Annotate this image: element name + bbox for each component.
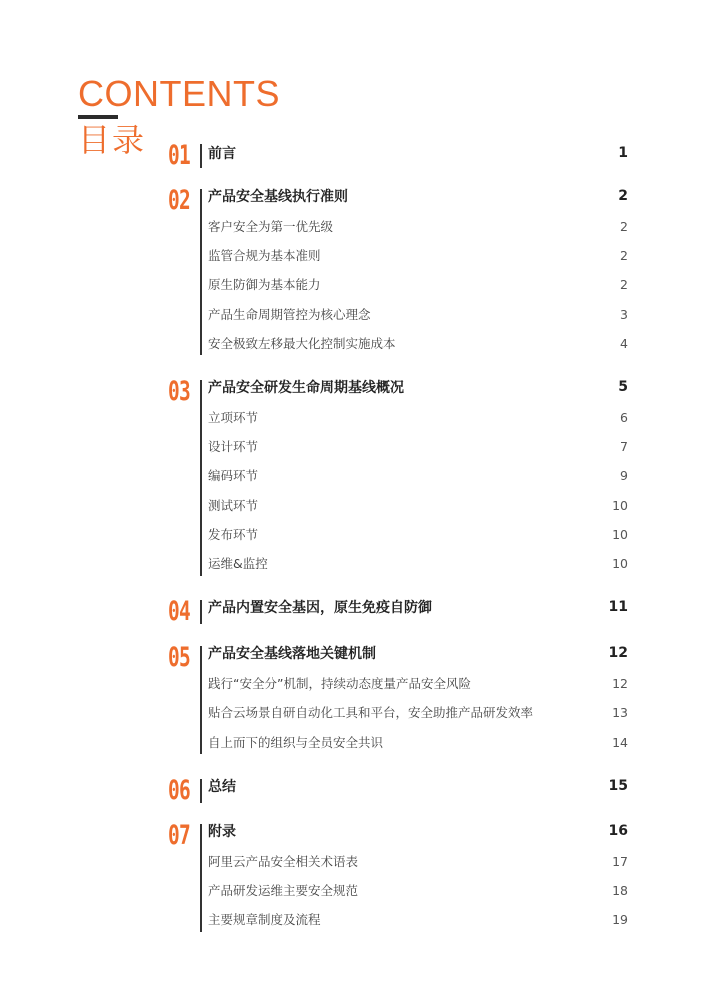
toc-entry[interactable] — [208, 596, 628, 618]
entry-page: 5 — [618, 379, 628, 395]
toc-subentry[interactable] — [208, 701, 628, 723]
subentry-title: 产品研发运维主要安全规范 — [208, 883, 359, 898]
toc-subentry[interactable] — [208, 850, 628, 872]
subentry-title: 运维&监控 — [208, 556, 268, 571]
section-divider — [200, 380, 202, 576]
toc-entry[interactable] — [208, 142, 628, 164]
subentry-title: 测试环节 — [208, 498, 259, 513]
toc-entry[interactable] — [208, 820, 628, 842]
toc-entry[interactable] — [208, 775, 628, 797]
subentry-page: 17 — [612, 853, 628, 869]
subentry-page: 2 — [620, 218, 628, 234]
toc-subentry[interactable] — [208, 731, 628, 753]
subentry-page: 6 — [620, 409, 628, 425]
toc-subentry[interactable] — [208, 908, 628, 930]
section-divider — [200, 779, 202, 803]
subentry-page: 13 — [612, 704, 628, 720]
entry-page: 11 — [608, 599, 628, 615]
subentry-title: 监管合规为基本准则 — [208, 248, 321, 263]
toc-subentry[interactable] — [208, 494, 628, 516]
section-number: 06 — [168, 775, 190, 806]
contents-title-cn: 目录 — [78, 121, 147, 159]
subentry-title: 发布环节 — [208, 527, 259, 542]
toc-subentry[interactable] — [208, 435, 628, 457]
entry-page: 12 — [608, 645, 628, 661]
subentry-title: 编码环节 — [208, 468, 259, 483]
subentry-page: 19 — [612, 911, 628, 927]
entry-title: 附录 — [208, 824, 236, 840]
entry-title: 总结 — [208, 779, 236, 795]
subentry-page: 14 — [612, 734, 628, 750]
section-divider — [200, 646, 202, 754]
toc-subentry[interactable] — [208, 273, 628, 295]
section-number: 05 — [168, 642, 190, 673]
subentry-title: 原生防御为基本能力 — [208, 277, 321, 292]
entry-title: 前言 — [208, 146, 236, 162]
subentry-page: 9 — [620, 467, 628, 483]
entry-title: 产品安全研发生命周期基线概况 — [208, 380, 404, 396]
subentry-page: 2 — [620, 247, 628, 263]
subentry-title: 安全极致左移最大化控制实施成本 — [208, 336, 396, 351]
subentry-page: 3 — [620, 306, 628, 322]
toc-subentry[interactable] — [208, 332, 628, 354]
toc-entry[interactable] — [208, 642, 628, 664]
section-divider — [200, 144, 202, 168]
toc-subentry[interactable] — [208, 523, 628, 545]
section-number: 02 — [168, 185, 190, 216]
toc-subentry[interactable] — [208, 879, 628, 901]
section-divider — [200, 600, 202, 624]
toc-subentry[interactable] — [208, 303, 628, 325]
entry-page: 1 — [618, 145, 628, 161]
subentry-title: 践行“安全分”机制，持续动态度量产品安全风险 — [208, 676, 471, 691]
toc-subentry[interactable] — [208, 215, 628, 237]
toc-subentry[interactable] — [208, 244, 628, 266]
subentry-page: 10 — [612, 526, 628, 542]
subentry-title: 阿里云产品安全相关术语表 — [208, 854, 359, 869]
section-divider — [200, 189, 202, 355]
section-divider — [200, 824, 202, 932]
subentry-title: 立项环节 — [208, 410, 259, 425]
section-number: 03 — [168, 376, 190, 407]
subentry-title: 贴合云场景自研自动化工具和平台，安全助推产品研发效率 — [208, 705, 534, 720]
entry-page: 2 — [618, 188, 628, 204]
toc-subentry[interactable] — [208, 406, 628, 428]
subentry-title: 主要规章制度及流程 — [208, 912, 321, 927]
contents-title-en: CONTENTS — [78, 73, 280, 114]
toc-subentry[interactable] — [208, 552, 628, 574]
subentry-title: 自上而下的组织与全员安全共识 — [208, 735, 384, 750]
section-number: 07 — [168, 820, 190, 851]
subentry-page: 2 — [620, 276, 628, 292]
toc-entry[interactable] — [208, 185, 628, 207]
subentry-title: 设计环节 — [208, 439, 259, 454]
section-number: 01 — [168, 140, 190, 171]
toc-entry[interactable] — [208, 376, 628, 398]
subentry-page: 18 — [612, 882, 628, 898]
entry-title: 产品安全基线执行准则 — [208, 189, 348, 205]
subentry-page: 12 — [612, 675, 628, 691]
subentry-page: 4 — [620, 335, 628, 351]
subentry-title: 产品生命周期管控为核心理念 — [208, 307, 371, 322]
entry-page: 15 — [608, 778, 628, 794]
section-number: 04 — [168, 596, 190, 627]
subentry-title: 客户安全为第一优先级 — [208, 219, 334, 234]
entry-page: 16 — [608, 823, 628, 839]
subentry-page: 10 — [612, 555, 628, 571]
toc-subentry[interactable] — [208, 672, 628, 694]
subentry-page: 7 — [620, 438, 628, 454]
entry-title: 产品内置安全基因，原生免疫自防御 — [208, 600, 432, 616]
toc-subentry[interactable] — [208, 464, 628, 486]
entry-title: 产品安全基线落地关键机制 — [208, 646, 376, 662]
subentry-page: 10 — [612, 497, 628, 513]
title-underline — [78, 115, 118, 119]
